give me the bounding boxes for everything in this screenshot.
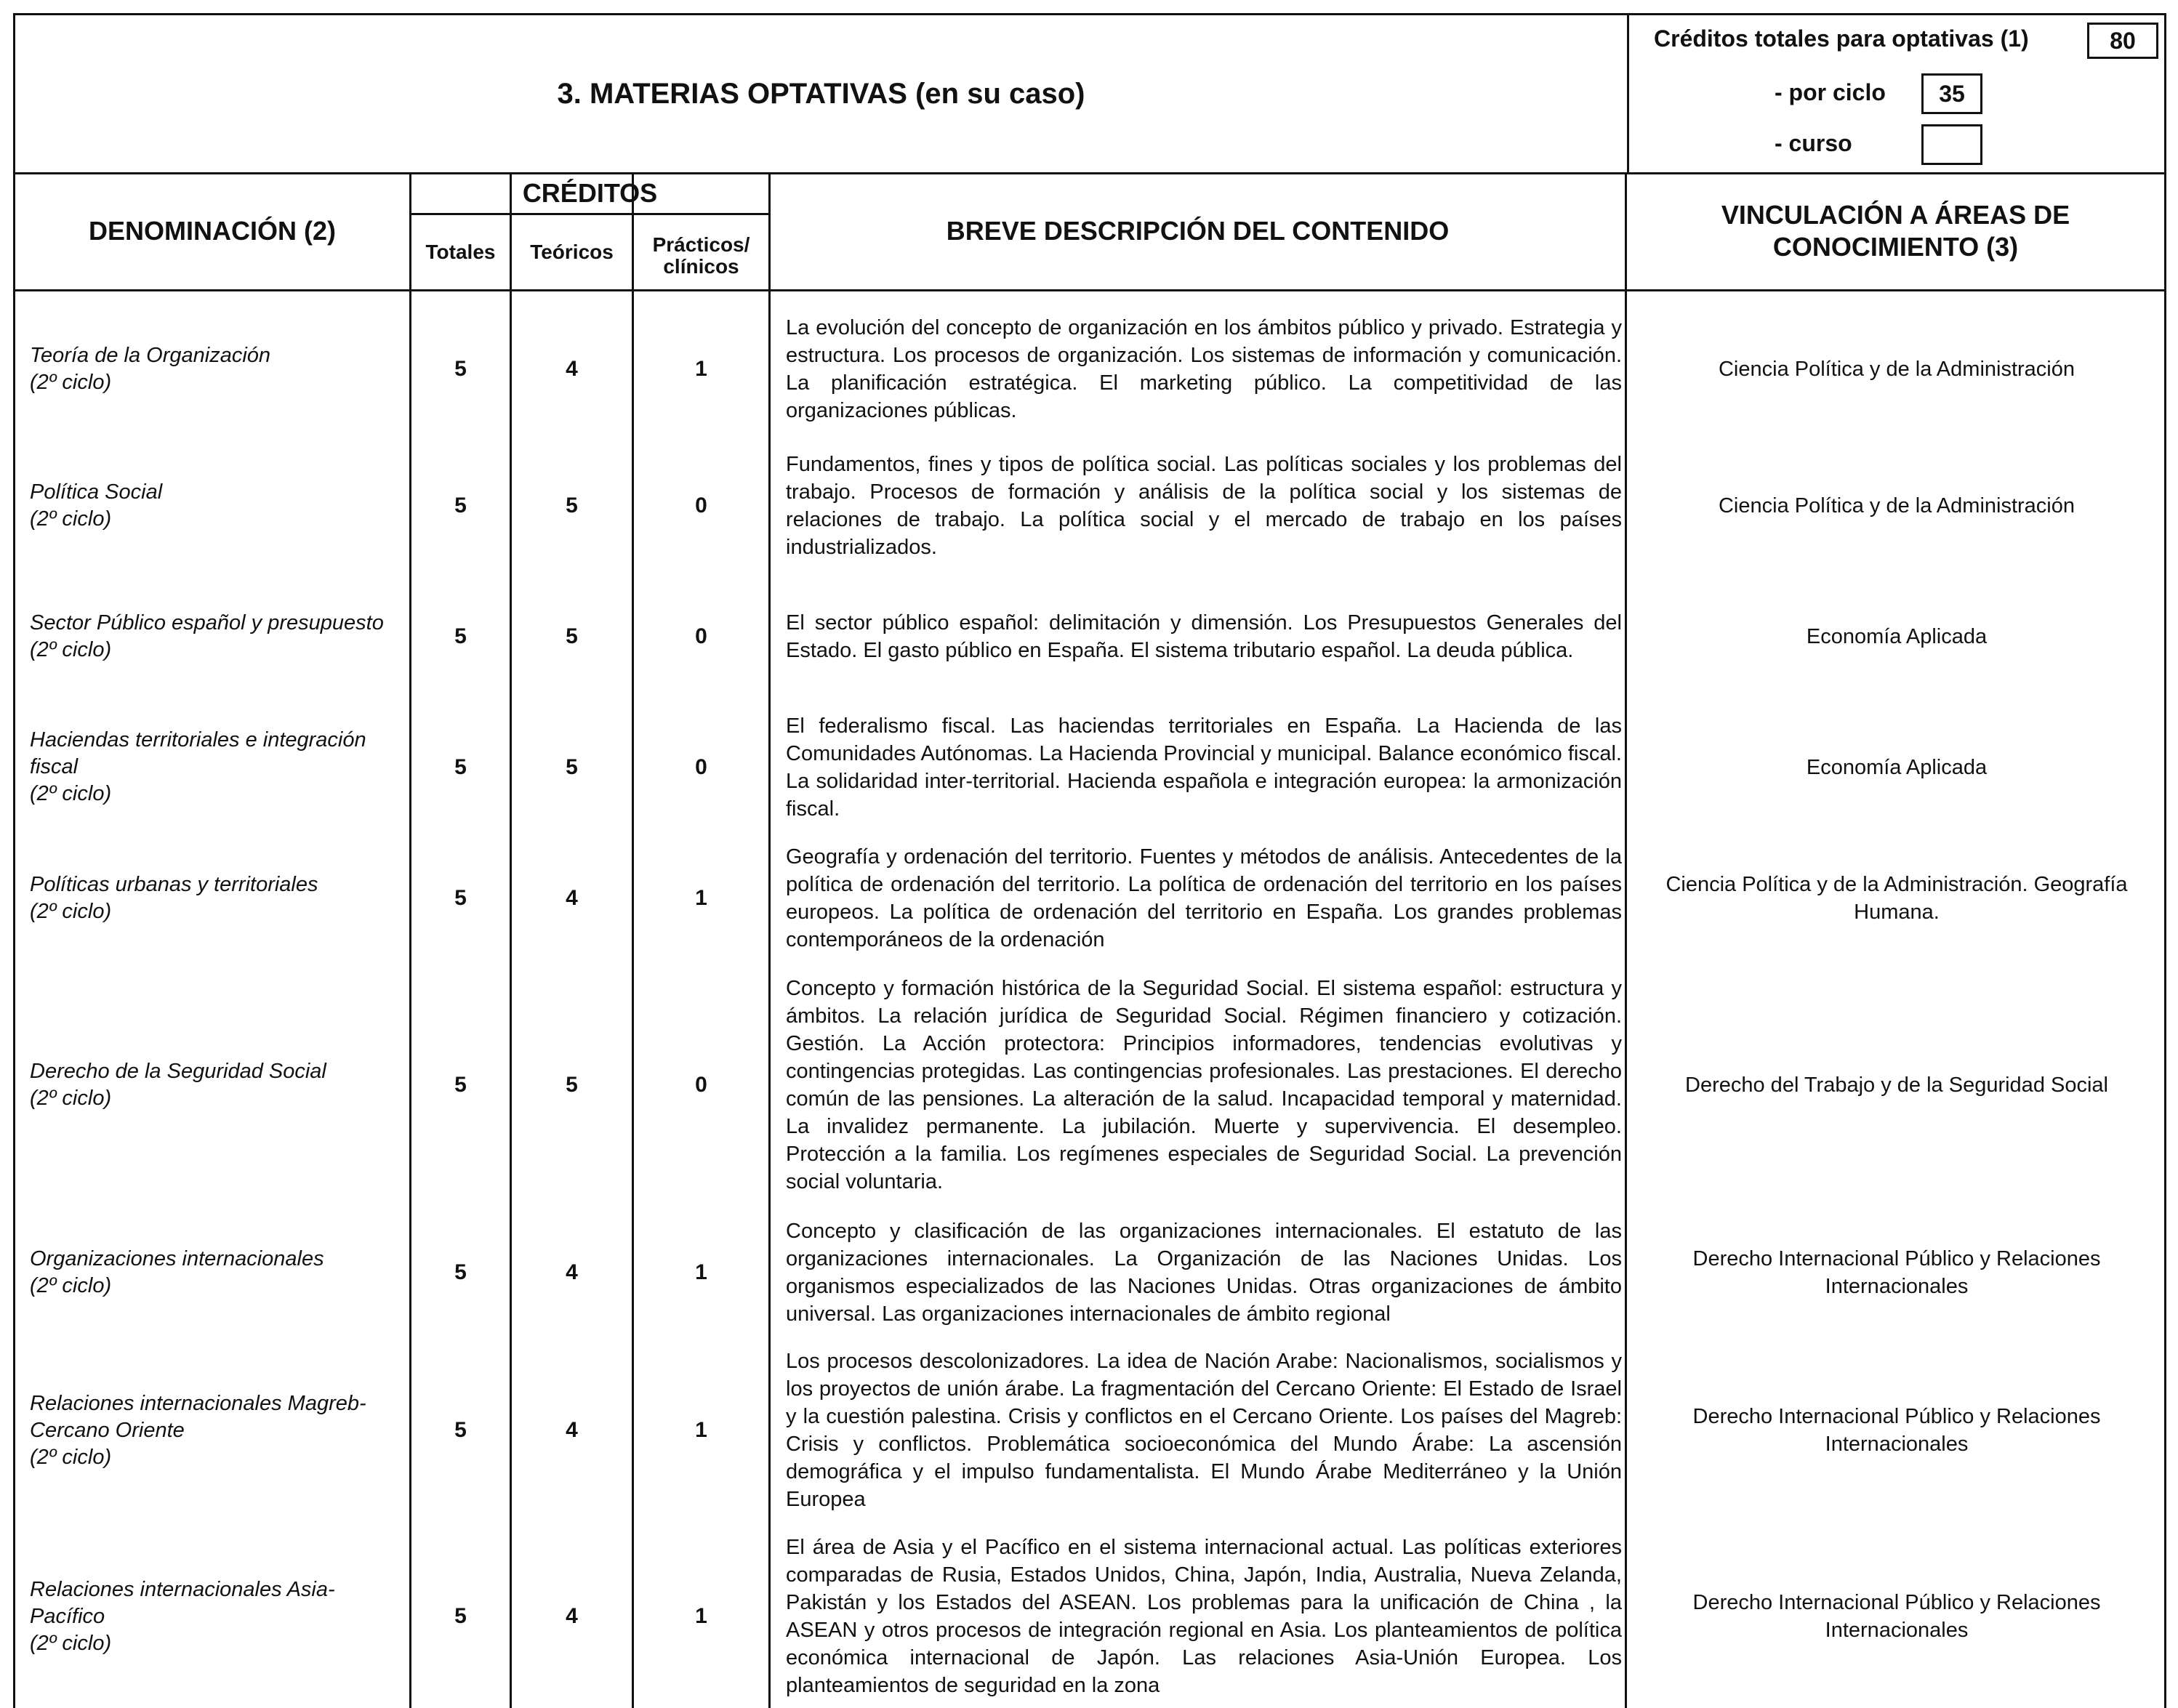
- table-row: [15, 300, 2164, 438]
- content-description: [786, 442, 1622, 569]
- subject-name: Teoría de la Organización: [30, 344, 271, 367]
- credits-totales: 5: [454, 1073, 467, 1097]
- content-description-text: El sector público español: delimitación y dimensión. Los Presupuestos Generales del Estado. El gasto público en España. El sistema tributario español. La deuda pública.: [786, 611, 1622, 662]
- table-row: [15, 1340, 2164, 1521]
- credits-practicos: 1: [695, 1604, 707, 1628]
- subject-name-cell: [30, 965, 408, 1205]
- content-description-text: El federalismo fiscal. Las haciendas territoriales en España. La Hacienda de las Comunidades Autónomas. La Hacienda Provincial y municipal. Balance económico fiscal. La solidaridad inter-territorial. Hacienda española e integración europea: la armonización fiscal.: [786, 714, 1622, 821]
- subject-cycle: (2º ciclo): [30, 507, 112, 531]
- table-row: [15, 965, 2164, 1205]
- col-creditos: CRÉDITOS: [522, 177, 658, 208]
- subject-name-cell: [30, 1525, 408, 1708]
- subject-name: Haciendas territoriales e integración fiscal: [30, 728, 366, 778]
- credits-practicos: 0: [695, 754, 707, 779]
- content-description-text: Fundamentos, fines y tipos de política social. Las políticas sociales y los problemas del trabajo. Procesos de formación y análisis de la política social y los sistemas de relaciones de trabajo. La política social y el mercado de trabajo en los países industrializados.: [786, 452, 1622, 559]
- col-teoricos: Teóricos: [530, 241, 614, 263]
- knowledge-area: Derecho Internacional Público y Relaciones Internacionales: [1692, 1591, 2101, 1642]
- knowledge-area: Ciencia Política y de la Administración: [1718, 358, 2075, 381]
- content-description-text: Concepto y clasificación de las organizaciones internacionales. El estatuto de las organizaciones internacionales. La Organización de las Naciones Unidas. Los organismos especializados de las Naciones Unidas. Otras organizaciones de ámbito universal. Las organizaciones internacionales de ámbito regional: [786, 1219, 1622, 1326]
- content-description: [786, 965, 1622, 1205]
- credits-practicos: 1: [695, 1418, 707, 1442]
- content-description-text: Concepto y formación histórica de la Seguridad Social. El sistema español: estructura y ámbitos. La relación jurídica de Seguridad Social. Régimen financiero y cotización. Gestión. La Acción protectora: Principios informadores, tendencias evolutivas y contingencias protegidas. Las contingencias profesionales. Las prestaciones. El derecho común de las pensiones. La alteración de la salud. Incapacidad temporal y maternidad. La invalidez permanente. La jubilación. Muerte y supervivencia. El desempleo. Protección a la familia. Los regímenes especiales de Seguridad Social. La prevención social voluntaria.: [786, 977, 1622, 1193]
- subject-name: Políticas urbanas y territoriales: [30, 872, 318, 896]
- content-description: [786, 1209, 1622, 1336]
- subject-cycle: (2º ciclo): [30, 1087, 112, 1110]
- curso-value: [1921, 124, 1982, 165]
- content-description-text: Los procesos descolonizadores. La idea de Nación Arabe: Nacionalismos, socialismos y los proyectos de unión árabe. La fragmentación del Cercano Oriente: El Estado de Israel y la cuestión palestina. Crisis y conflictos en el Cercano Oriente. Los países del Magreb: Crisis y conflictos. Problemática socioeconómica del Mundo Árabe: La ascensión demográfica y el impulso fundamentalista. El Mundo Árabe Mediterráneo y la Unión Europea: [786, 1350, 1622, 1511]
- content-description-text: Geografía y ordenación del territorio. Fuentes y métodos de análisis. Antecedentes de la política de ordenación del territorio. La política de ordenación del territorio en los países europeos. La política de ordenación del territorio en España. Los grandes problemas contemporáneos de la ordenación: [786, 845, 1622, 951]
- subject-name-cell: [30, 442, 408, 569]
- credits-practicos: 0: [695, 493, 707, 517]
- subject-name: Sector Público español y presupuesto: [30, 611, 384, 635]
- subject-name-cell: [30, 573, 408, 700]
- content-description-text: El área de Asia y el Pacífico en el sistema internacional actual. Las políticas exteriores comparadas de Rusia, Estados Unidos, China, Japón, India, Australia, Nueva Zelanda, Pakistán y los Estados del ASEAN. Los problemas para la unificación de China , la ASEAN y otros procesos de integración regional en Asia. Los planteamientos de política económica internacional de Japón. Las relaciones Asia-Unión Europea. Los planteamientos de seguridad en la zona: [786, 1536, 1622, 1697]
- subject-name: Relaciones internacionales Magreb-Cercano Oriente: [30, 1391, 366, 1442]
- table-row: [15, 704, 2164, 831]
- content-description: [786, 834, 1622, 962]
- subject-name: Derecho de la Seguridad Social: [30, 1060, 326, 1083]
- col-totales: Totales: [425, 241, 496, 263]
- credits-practicos: 0: [695, 624, 707, 648]
- content-description: [786, 1340, 1622, 1521]
- content-description: [786, 573, 1622, 700]
- credits-teoricos: 5: [566, 1073, 578, 1097]
- table-row: [15, 442, 2164, 569]
- credits-teoricos: 5: [566, 493, 578, 517]
- credits-practicos: 1: [695, 357, 707, 381]
- subject-name-cell: [30, 1340, 408, 1521]
- credits-totales: 5: [454, 1604, 467, 1628]
- col-vinculacion: VINCULACIÓN A ÁREAS DE CONOCIMIENTO (3): [1721, 200, 2070, 262]
- credits-total-value: 80: [2087, 23, 2158, 59]
- subject-name-cell: [30, 1209, 408, 1336]
- credits-totales: 5: [454, 1418, 467, 1442]
- credits-summary: [1629, 15, 2164, 172]
- credits-teoricos: 4: [566, 1604, 578, 1628]
- subject-cycle: (2º ciclo): [30, 371, 112, 394]
- section-title: 3. MATERIAS OPTATIVAS (en su caso): [15, 15, 1629, 172]
- col-practicos: Prácticos/ clínicos: [652, 233, 750, 278]
- credits-teoricos: 4: [566, 357, 578, 381]
- curso-label: - curso: [1775, 130, 1852, 156]
- credits-practicos: 1: [695, 885, 707, 910]
- subject-cycle: (2º ciclo): [30, 1273, 112, 1297]
- credits-teoricos: 4: [566, 1418, 578, 1442]
- table-row: [15, 1209, 2164, 1336]
- subject-name-cell: [30, 300, 408, 438]
- knowledge-area: Ciencia Política y de la Administración. Geografía Humana.: [1665, 872, 2128, 924]
- content-description: [786, 704, 1622, 831]
- subject-cycle: (2º ciclo): [30, 899, 112, 923]
- subject-cycle: (2º ciclo): [30, 782, 112, 805]
- credits-teoricos: 4: [566, 1260, 578, 1284]
- knowledge-area: Economía Aplicada: [1806, 755, 1988, 779]
- curso-row: [1775, 130, 1852, 157]
- subject-cycle: (2º ciclo): [30, 637, 112, 661]
- credits-teoricos: 5: [566, 624, 578, 648]
- content-description: [786, 300, 1622, 438]
- subject-name: Relaciones internacionales Asia-Pacífico: [30, 1577, 335, 1628]
- subject-name: Política Social: [30, 480, 163, 504]
- subject-name-cell: [30, 834, 408, 962]
- optativas-table: [13, 173, 2166, 1708]
- subject-cycle: (2º ciclo): [30, 1631, 112, 1655]
- knowledge-area: Derecho del Trabajo y de la Seguridad Social: [1685, 1073, 2108, 1097]
- por-ciclo-label: - por ciclo: [1775, 79, 1886, 105]
- credits-teoricos: 4: [566, 885, 578, 910]
- credits-practicos: 1: [695, 1260, 707, 1284]
- knowledge-area: Ciencia Política y de la Administración: [1718, 494, 2075, 517]
- credits-total-label: Créditos totales para optativas (1): [1654, 25, 2029, 52]
- por-ciclo-row: [1775, 79, 1886, 106]
- por-ciclo-value: 35: [1921, 73, 1982, 114]
- subject-name: Organizaciones internacionales: [30, 1246, 324, 1270]
- header-box: [13, 13, 2166, 174]
- credits-totales: 5: [454, 885, 467, 910]
- credits-totales: 5: [454, 754, 467, 779]
- knowledge-area: Economía Aplicada: [1806, 624, 1988, 648]
- col-descripcion: BREVE DESCRIPCIÓN DEL CONTENIDO: [946, 216, 1450, 246]
- col-denominacion: DENOMINACIÓN (2): [89, 216, 336, 246]
- credits-teoricos: 5: [566, 754, 578, 779]
- table-row: [15, 1525, 2164, 1708]
- subject-cycle: (2º ciclo): [30, 1445, 112, 1469]
- content-description-text: La evolución del concepto de organización en los ámbitos público y privado. Estrategia y estructura. Los procesos de organización. Los sistemas de información y comunicación. La planificación estratégica. El marketing público. La competitividad de las organizaciones públicas.: [786, 316, 1622, 422]
- credits-total-row: [1654, 25, 2029, 52]
- knowledge-area: Derecho Internacional Público y Relaciones Internacionales: [1692, 1246, 2101, 1298]
- table-row: [15, 573, 2164, 700]
- credits-totales: 5: [454, 357, 467, 381]
- credits-totales: 5: [454, 493, 467, 517]
- credits-totales: 5: [454, 1260, 467, 1284]
- credits-totales: 5: [454, 624, 467, 648]
- content-description: [786, 1525, 1622, 1708]
- knowledge-area: Derecho Internacional Público y Relaciones Internacionales: [1692, 1405, 2101, 1456]
- subject-name-cell: [30, 704, 408, 831]
- credits-practicos: 0: [695, 1073, 707, 1097]
- table-row: [15, 834, 2164, 962]
